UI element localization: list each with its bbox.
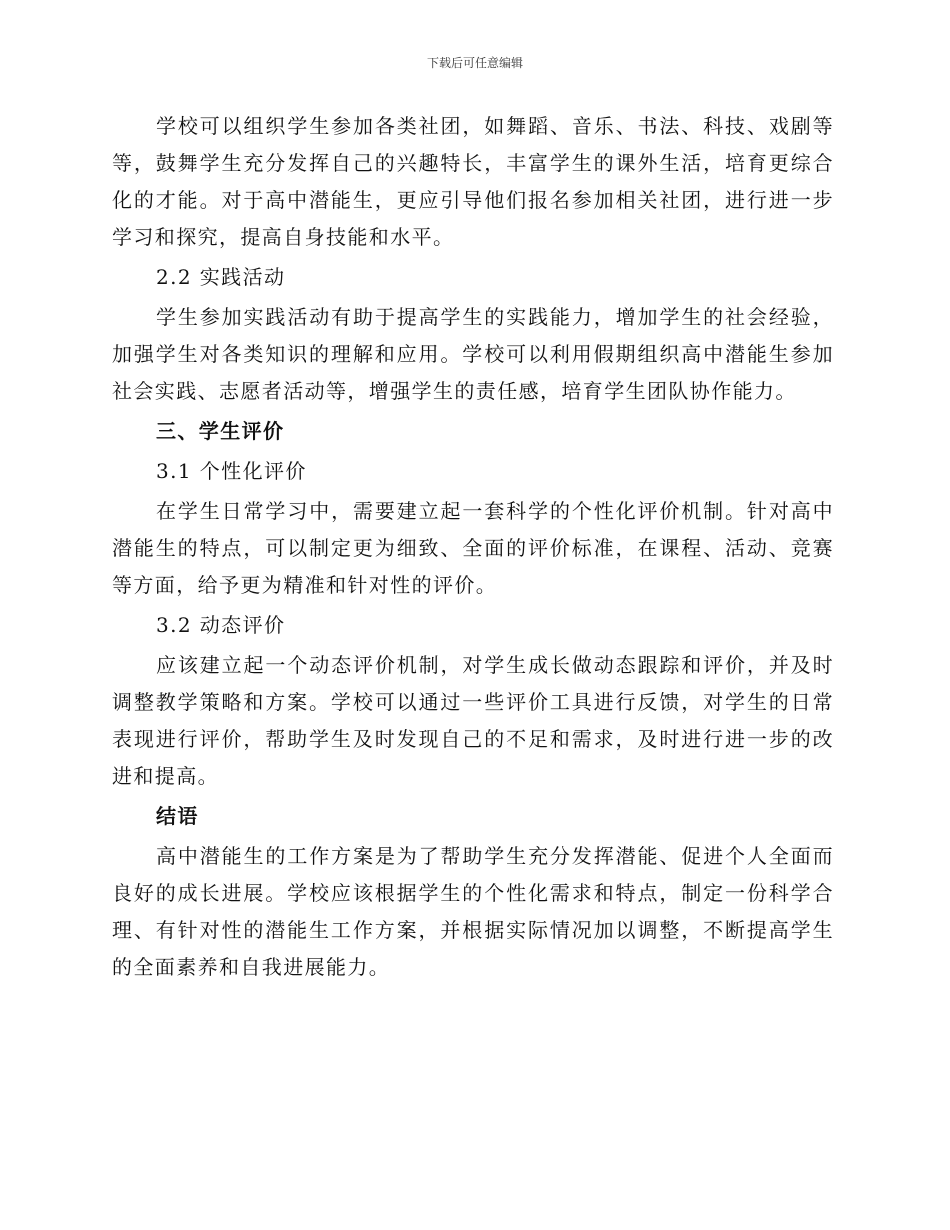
paragraph-personalized-evaluation: 在学生日常学习中，需要建立起一套科学的个性化评价机制。针对高中潜能生的特点，可以制定更为细致、全面的评价标准，在课程、活动、竞赛等方面，给予更为精准和针对性的评价。 [112, 499, 834, 597]
paragraph-practice: 学生参加实践活动有助于提高学生的实践能力，增加学生的社会经验，加强学生对各类知识的理解和应用。学校可以利用假期组织高中潜能生参加社会实践、志愿者活动等，增强学生的责任感，培育学生团队协作能力。 [112, 305, 834, 403]
page-header: 下载后可任意编辑 [426, 56, 523, 70]
paragraph-conclusion: 高中潜能生的工作方案是为了帮助学生充分发挥潜能、促进个人全面而良好的成长进展。学校应该根据学生的个性化需求和特点，制定一份科学合理、有针对性的潜能生工作方案，并根据实际情况加以调整，不断提高学生的全面素养和自我进展能力。 [112, 844, 834, 979]
section-heading-conclusion: 结语 [156, 804, 199, 828]
section-heading-3-2: 3.2 动态评价 [156, 613, 286, 637]
section-heading-3-1: 3.1 个性化评价 [156, 459, 307, 483]
paragraph-clubs: 学校可以组织学生参加各类社团，如舞蹈、音乐、书法、科技、戏剧等等，鼓舞学生充分发挥自己的兴趣特长，丰富学生的课外生活，培育更综合化的才能。对于高中潜能生，更应引导他们报名参加相关社团，进行进一步学习和探究，提高自身技能和水平。 [112, 114, 834, 249]
paragraph-dynamic-evaluation: 应该建立起一个动态评价机制，对学生成长做动态跟踪和评价，并及时调整教学策略和方案。学校可以通过一些评价工具进行反馈，对学生的日常表现进行评价，帮助学生及时发现自己的不足和需求，及时进行进一步的改进和提高。 [112, 653, 834, 788]
section-heading-2-2: 2.2 实践活动 [156, 265, 286, 289]
section-heading-3: 三、学生评价 [156, 419, 285, 443]
document-body [112, 108, 834, 986]
